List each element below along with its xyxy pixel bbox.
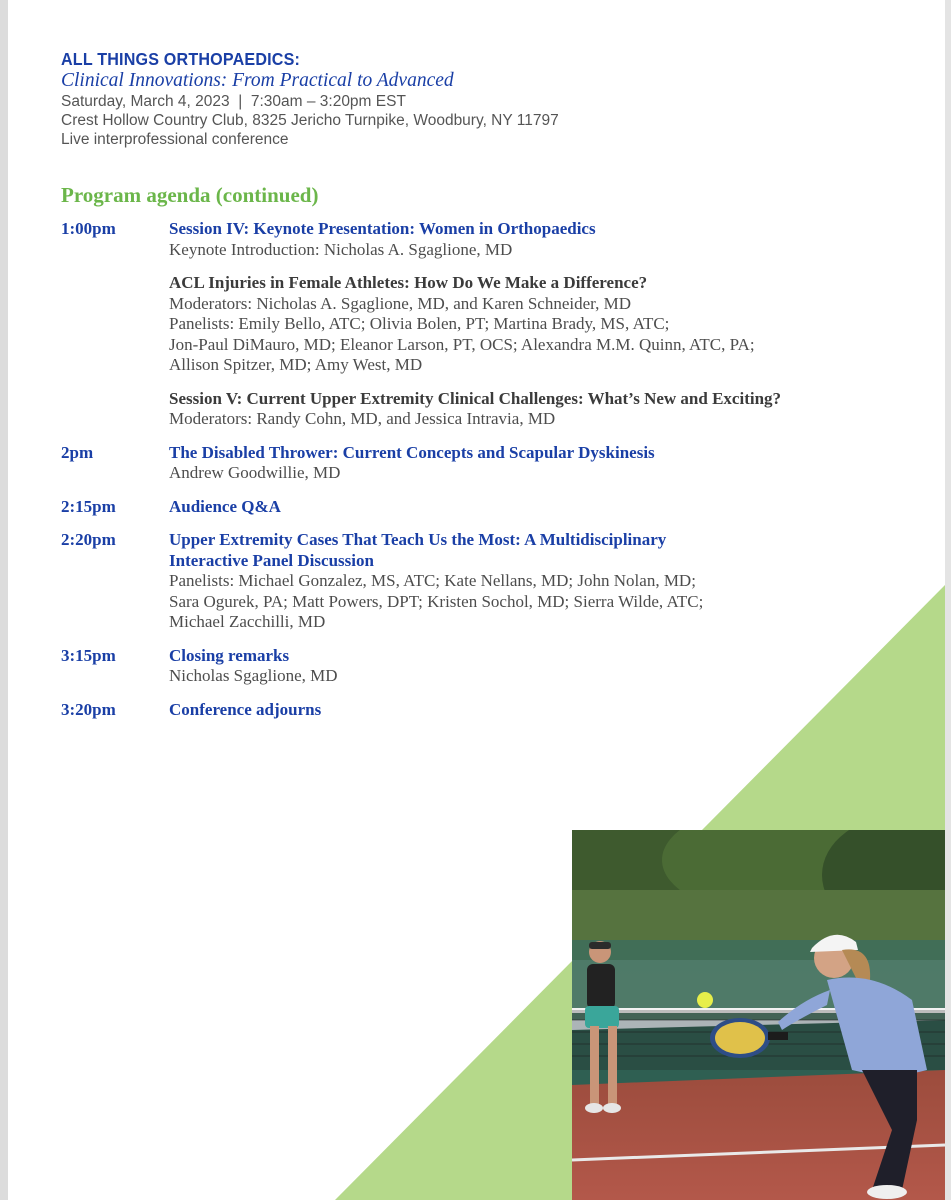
agenda-detail: Panelists: Michael Gonzalez, MS, ATC; Kate Nellans, MD; John Nolan, MD; (169, 571, 696, 590)
agenda-time: 3:15pm (61, 645, 116, 665)
agenda-detail: Panelists: Emily Bello, ATC; Olivia Bolen, PT; Martina Brady, MS, ATC; (169, 314, 670, 333)
agenda-detail: Michael Zacchilli, MD (169, 612, 326, 631)
agenda-time: 2pm (61, 442, 94, 462)
agenda-detail: Moderators: Randy Cohn, MD, and Jessica Intravia, MD (169, 409, 556, 428)
agenda-title: Session V: Current Upper Extremity Clinical Challenges: What’s New and Exciting? (169, 388, 782, 408)
agenda-time: 3:20pm (61, 699, 116, 719)
agenda-detail: Moderators: Nicholas A. Sgaglione, MD, and Karen Schneider, MD (169, 293, 632, 313)
agenda-item (61, 700, 921, 721)
agenda-title: Session IV: Keynote Presentation: Women in Orthopaedics (169, 219, 596, 238)
agenda-item (61, 219, 921, 260)
agenda-detail: Allison Spitzer, MD; Amy West, MD (169, 355, 423, 374)
agenda-time: 1:00pm (61, 219, 116, 238)
agenda-detail: Sara Ogurek, PA; Matt Powers, DPT; Kristen Sochol, MD; Sierra Wilde, ATC; (169, 591, 704, 611)
conference-format: Live interprofessional conference (61, 131, 289, 148)
agenda-item (61, 389, 921, 430)
conference-subtitle: Clinical Innovations: From Practical to Advanced (61, 70, 454, 91)
agenda-title: Conference adjourns (169, 699, 322, 719)
agenda-title: ACL Injuries in Female Athletes: How Do We Make a Difference? (169, 273, 648, 292)
agenda-item (61, 273, 921, 376)
agenda-list (61, 219, 921, 720)
agenda-detail: Nicholas Sgaglione, MD (169, 666, 338, 685)
agenda-detail: Jon-Paul DiMauro, MD; Eleanor Larson, PT, OCS; Alexandra M.M. Quinn, ATC, PA; (169, 334, 755, 354)
agenda-item (61, 646, 921, 687)
agenda-title-continued: Interactive Panel Discussion (169, 550, 374, 570)
agenda-title: Upper Extremity Cases That Teach Us the Most: A Multidisciplinary (169, 530, 667, 549)
conference-venue: Crest Hollow Country Club, 8325 Jericho Turnpike, Woodbury, NY 11797 (61, 112, 559, 129)
agenda-item (61, 497, 921, 518)
pickleball-photo (572, 830, 945, 1200)
agenda-item (61, 443, 921, 484)
agenda-detail: Andrew Goodwillie, MD (169, 463, 341, 482)
agenda-title: The Disabled Thrower: Current Concepts and Scapular Dyskinesis (169, 442, 655, 462)
agenda-title: Closing remarks (169, 645, 290, 665)
agenda-title: Audience Q&A (169, 496, 281, 516)
agenda-heading: Program agenda (continued) (61, 183, 319, 207)
agenda-time: 2:20pm (61, 530, 116, 549)
conference-header (61, 48, 921, 149)
conference-date-time: Saturday, March 4, 2023 | 7:30am – 3:20pm EST (61, 93, 406, 110)
agenda-item (61, 530, 921, 633)
conference-title: ALL THINGS ORTHOPAEDICS: (61, 49, 301, 69)
agenda-detail: Keynote Introduction: Nicholas A. Sgaglione, MD (169, 239, 513, 259)
agenda-time: 2:15pm (61, 496, 116, 516)
